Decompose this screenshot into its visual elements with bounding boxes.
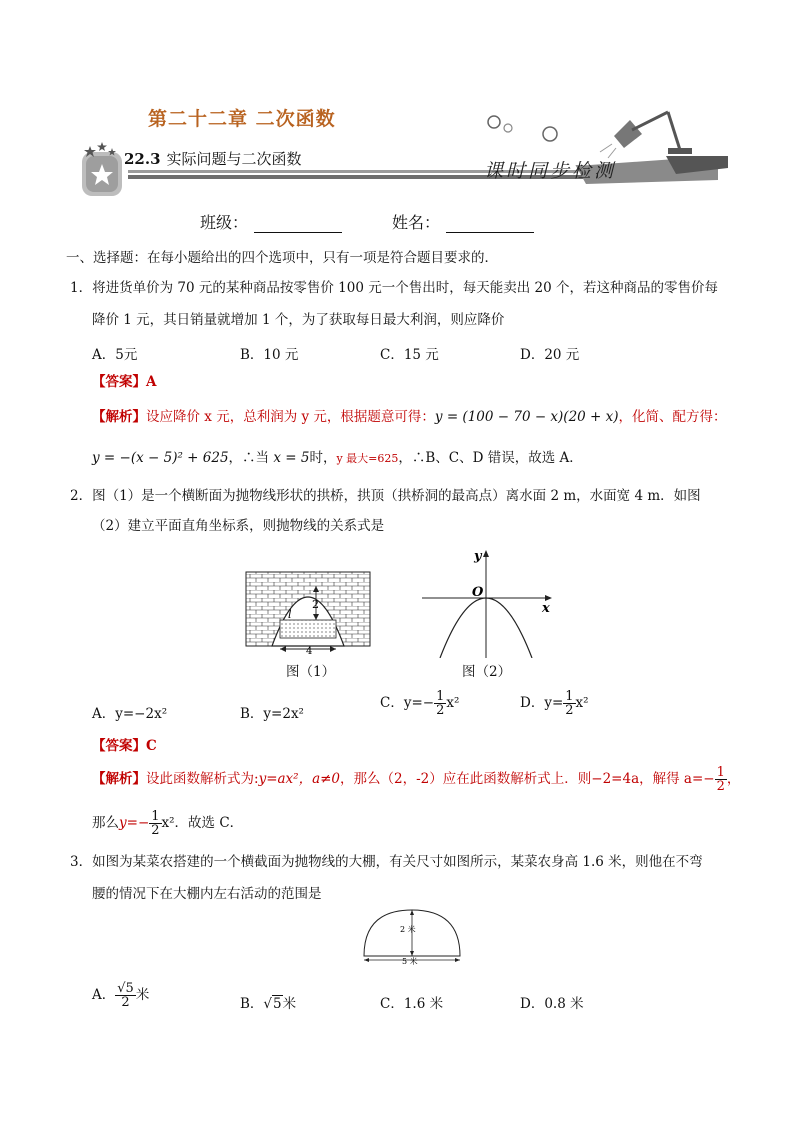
q1-answer: 【答案】A — [92, 374, 157, 390]
q2-formula: y=ax²，a≠0 — [258, 771, 341, 787]
q3-text-line1: 3．如图为某菜农搭建的一个横截面为抛物线的大棚，有关尺寸如图所示，某菜农身高 1.6 米，则他在不弯 — [70, 854, 703, 870]
q3-fig-height: 2 米 — [400, 925, 416, 934]
q1-option-c[interactable]: C．15 元 — [380, 347, 439, 363]
q2-option-d[interactable] — [520, 690, 589, 717]
q2-option-a[interactable]: A．y=−2x² — [92, 706, 168, 722]
section-name: 实际问题与二次函数 — [166, 150, 302, 168]
q2-fig1-width: 4 — [306, 646, 313, 657]
q3-fig-width: 5 米 — [402, 957, 418, 966]
name-label: 姓名： — [392, 213, 441, 232]
q1-analysis-line1 — [92, 409, 727, 425]
q2-analysis-text: 设此函数解析式为: — [146, 771, 259, 787]
class-blank[interactable] — [254, 216, 342, 233]
fraction — [115, 982, 136, 1009]
fraction-num: 1 — [716, 765, 725, 780]
q1-analysis-line2 — [92, 450, 583, 466]
q2-option-b[interactable]: B．y=2x² — [240, 706, 304, 722]
fraction-num: 1 — [436, 689, 445, 704]
q2-option-d-tail: x² — [575, 695, 589, 711]
q3-option-d[interactable]: D．0.8 米 — [520, 996, 584, 1012]
fraction-den: 2 — [716, 779, 725, 794]
section-title — [124, 148, 302, 169]
bubble-icon — [488, 116, 500, 128]
q3-option-b-unit: 米 — [282, 996, 297, 1012]
q2-text-line1: 2．图（1）是一个横断面为抛物线形状的拱桥，拱顶（拱桥洞的最高点）离水面 2 m，水面宽 4 m．如图 — [70, 488, 701, 504]
q2-option-c-prefix: C．y=− — [380, 695, 435, 711]
q3-option-a[interactable] — [92, 982, 149, 1009]
q2-axis-x: x — [542, 601, 550, 616]
sqrt-radicand: 5 — [273, 996, 282, 1012]
q3-option-b[interactable]: B．√5米 — [240, 996, 297, 1012]
fraction-num: √5 — [117, 981, 134, 996]
q1-text-line2: 降价 1 元，其日销量就增加 1 个，为了获取每日最大利润，则应降价 — [92, 312, 505, 328]
q1-ymax: y 最大=625 — [336, 452, 399, 465]
q1-option-d[interactable]: D．20 元 — [520, 347, 580, 363]
class-label: 班级： — [200, 213, 249, 232]
q2-analysis-line2 — [92, 810, 243, 837]
q2-answer: 【答案】C — [92, 738, 157, 754]
q1-formula: y = (100 − 70 − x)(20 + x) — [434, 409, 619, 425]
q2-analysis-text: x²．故选 C． — [161, 815, 244, 831]
section-number: 22.3 — [124, 150, 161, 168]
q2-option-c-tail: x² — [446, 695, 460, 711]
star-badge-icon — [82, 142, 122, 196]
q2-analysis-label: 【解析】 — [92, 771, 146, 787]
q2-option-d-prefix: D．y= — [520, 695, 564, 711]
q1-analysis-text: 设应降价 x 元，总利润为 y 元，根据题意可得： — [146, 409, 435, 425]
q2-text-line2: （2）建立平面直角坐标系，则抛物线的关系式是 — [92, 518, 385, 534]
q2-analysis-line1: 【解析】设此函数解析式为:y=ax²，a≠0，那么（2，-2）应在此函数解析式上．则−2=4a，解得 a=− $\frac{1}{2}$ ， — [92, 765, 741, 794]
fraction-den: 2 — [151, 823, 160, 838]
q1-option-a[interactable]: A．5元 — [92, 347, 138, 363]
fraction — [149, 810, 161, 837]
badge-title: 课时同步检测 — [484, 160, 617, 182]
q2-axis-o: O — [472, 585, 484, 600]
q2-analysis-text: ，那么（2，-2）应在此函数解析式上．则−2=4a，解得 a=− — [340, 771, 715, 787]
q3-text-line2: 腰的情况下在大棚内左右活动的范围是 — [92, 886, 322, 902]
q1-option-b[interactable]: B．10 元 — [240, 347, 299, 363]
fraction — [715, 766, 727, 793]
desk-lamp-icon — [600, 112, 692, 158]
q1-analysis-text: ，∴B、C、D 错误，故选 A． — [398, 450, 583, 466]
name-field — [392, 210, 534, 233]
q2-figure-1 — [244, 566, 374, 658]
class-field — [200, 210, 342, 233]
q2-analysis-text: 那么 — [92, 815, 119, 831]
fraction — [563, 690, 575, 717]
fraction-den: 2 — [565, 703, 574, 718]
q1-analysis-text: ，化简、配方得： — [618, 409, 727, 425]
q1-formula: y = −(x − 5)² + 625 — [92, 450, 229, 466]
chapter-title: 第二十二章 二次函数 — [148, 108, 336, 130]
q1-analysis-text: ，∴当 — [228, 450, 270, 466]
q3-option-a-prefix: A． — [92, 987, 116, 1003]
q1-analysis-text: 时， — [309, 450, 337, 466]
fraction-den: 2 — [121, 995, 130, 1010]
q2-fig2-caption: 图（2） — [462, 664, 512, 680]
q1-text-line1: 1．将进货单价为 70 元的某种商品按零售价 100 元一个售出时，每天能卖出 20 个，若这种商品的零售价每 — [70, 280, 718, 296]
q2-option-c[interactable] — [380, 690, 459, 717]
q2-fig1-caption: 图（1） — [286, 664, 336, 680]
fraction-den: 2 — [436, 703, 445, 718]
q2-formula: y=− — [119, 815, 150, 831]
q2-axis-y: y — [474, 549, 482, 564]
name-blank[interactable] — [446, 216, 534, 233]
bubble-icon — [543, 127, 557, 141]
q3-figure — [360, 906, 464, 968]
instructions: 一、选择题：在每小题给出的四个选项中，只有一项是符合题目要求的． — [66, 250, 498, 266]
fraction-num: 1 — [565, 689, 574, 704]
bubble-icon — [504, 124, 512, 132]
fraction — [434, 690, 446, 717]
q3-option-a-unit: 米 — [135, 987, 150, 1003]
q1-formula: x = 5 — [273, 450, 310, 466]
q3-option-b-prefix: B． — [240, 996, 264, 1012]
fraction-num: 1 — [151, 809, 160, 824]
q3-option-c[interactable]: C．1.6 米 — [380, 996, 444, 1012]
q2-figure-2 — [418, 546, 558, 658]
q2-fig1-l: l — [288, 608, 292, 621]
q1-analysis-label: 【解析】 — [92, 409, 146, 425]
q2-fig1-height: 2 — [312, 598, 319, 611]
